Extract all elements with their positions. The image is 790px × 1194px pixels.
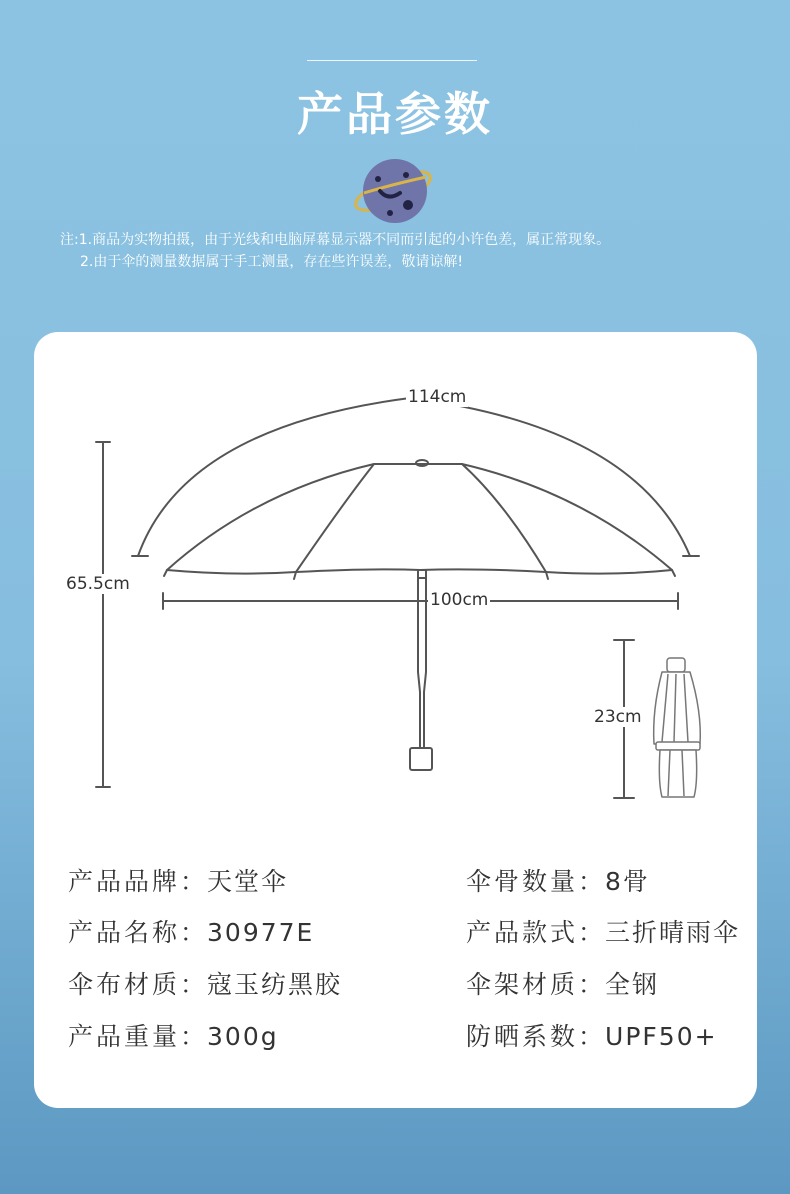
spec-value: 寇玉纺黑胶 <box>207 970 343 999</box>
disclaimer-notes <box>60 229 760 273</box>
umbrella-diagram <box>34 332 757 832</box>
spec-product-name: 产品名称：30977E <box>68 918 315 947</box>
spec-brand: 产品品牌：天堂伞 <box>68 867 289 896</box>
spec-value: 天堂伞 <box>207 867 289 896</box>
spec-value: 全钢 <box>605 970 660 999</box>
spec-style: 产品款式：三折晴雨伞 <box>466 918 741 947</box>
spec-ribs: 伞骨数量：8骨 <box>466 867 650 896</box>
spec-key: 伞架材质 <box>466 970 579 999</box>
spec-frame: 伞架材质：全钢 <box>466 970 660 999</box>
spec-key: 产品款式 <box>466 918 579 947</box>
spec-key: 产品名称 <box>68 918 181 947</box>
umbrella-canopy <box>167 464 672 570</box>
spec-value: 三折晴雨伞 <box>605 918 741 947</box>
arc-dimension-line <box>138 398 690 556</box>
spec-value: 300g <box>207 1022 279 1051</box>
arc-width-label: 114cm <box>408 387 467 407</box>
title-divider <box>307 60 477 61</box>
note-line-2: 2.由于伞的测量数据属于手工测量，存在些许误差，敬请谅解! <box>80 254 463 270</box>
spec-value: UPF50+ <box>605 1022 718 1051</box>
spec-value: 8骨 <box>605 867 650 896</box>
spec-key: 产品重量 <box>68 1022 181 1051</box>
spec-upf: 防晒系数：UPF50+ <box>466 1022 718 1051</box>
spec-value: 30977E <box>207 918 315 947</box>
parameter-card <box>34 332 757 1108</box>
spec-fabric: 伞布材质：寇玉纺黑胶 <box>68 970 343 999</box>
spec-key: 产品品牌 <box>68 867 181 896</box>
canopy-width-label: 100cm <box>430 590 489 610</box>
spec-weight: 产品重量：300g <box>68 1022 279 1051</box>
umbrella-handle <box>410 748 432 770</box>
height-label: 65.5cm <box>66 574 130 594</box>
planet-icon <box>350 155 436 225</box>
spec-key: 伞布材质 <box>68 970 181 999</box>
spec-key: 伞骨数量 <box>466 867 579 896</box>
umbrella-shaft <box>418 572 426 748</box>
folded-length-label: 23cm <box>594 707 642 727</box>
folded-umbrella <box>654 658 701 797</box>
note-line-1: 注:1.商品为实物拍摄，由于光线和电脑屏幕显示器不同而引起的小许色差，属正常现象。 <box>60 232 611 248</box>
page-title: 产品参数 <box>297 87 493 141</box>
spec-key: 防晒系数 <box>466 1022 579 1051</box>
